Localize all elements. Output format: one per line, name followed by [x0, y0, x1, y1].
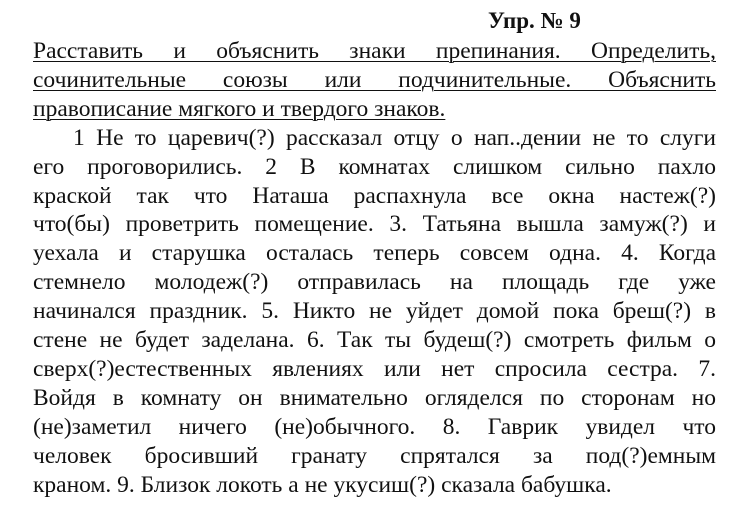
body-line-7: начинался праздник. 5. Никто не уйдет домой пока бреш(?) в [33, 298, 716, 325]
body-line-10: Войдя в комнату он внимательно огляделся по сторонам но [33, 384, 716, 411]
exercise-text [33, 37, 716, 500]
body-line-12: человек бросивший гранату спрятался за под(?)емным [33, 442, 716, 469]
exercise-title: Упр. № 9 [488, 8, 581, 33]
body-line-1: 1 Не то царевич(?) рассказал отцу о нап..дении не то слуги [73, 124, 716, 151]
body-line-8: стене не будет заделана. 6. Так ты будеш(?) смотреть фильм о [33, 327, 716, 354]
body-line-6: стемнело молодеж(?) отправилась на площадь где уже [33, 269, 716, 296]
body-line-4: что(бы) проветрить помещение. 3. Татьяна вышла замуж(?) и [33, 211, 716, 238]
task-line-3: правописание мягкого и твердого знаков. [33, 95, 446, 122]
body-line-11: (не)заметил ничего (не)обычного. 8. Гаврик увидел что [33, 413, 716, 440]
body-line-3: краской так что Наташа распахнула все окна настеж(?) [33, 182, 716, 209]
body-line-13: краном. 9. Близок локоть а не укусиш(?) сказала бабушка. [33, 471, 612, 498]
body-line-2: его проговорились. 2 В комнатах слишком сильно пахло [33, 153, 716, 180]
task-line-1: Расставить и объяснить знаки препинания. Определить, [33, 38, 716, 64]
task-line-2: сочинительные союзы или подчинительные. Объяснить [33, 66, 716, 93]
body-line-9: сверх(?)естественных явлениях или нет спросила сестра. 7. [33, 355, 716, 382]
body-line-5: уехала и старушка осталась теперь совсем одна. 4. Когда [33, 240, 716, 267]
